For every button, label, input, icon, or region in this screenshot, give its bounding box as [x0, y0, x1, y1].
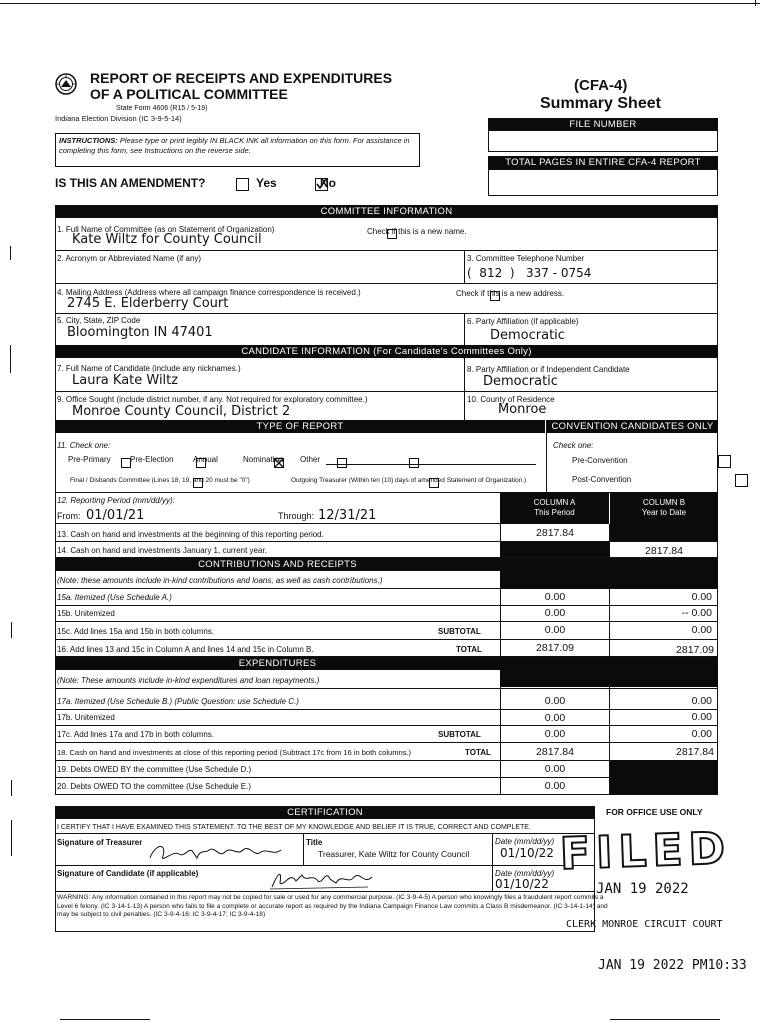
candidate-section-header: CANDIDATE INFORMATION (For Candidate's Committees Only) [55, 345, 718, 358]
scan-mark [11, 820, 12, 856]
scan-edge-line [60, 1019, 150, 1020]
phone-value[interactable]: ( 812 ) 337 - 0754 [467, 266, 592, 280]
date-label-1: Date (mm/dd/yy) [495, 837, 555, 846]
pre-primary-label: Pre-Primary [68, 455, 111, 464]
divider [492, 833, 493, 891]
divider [55, 639, 718, 640]
receipts-section-header: CONTRIBUTIONS AND RECEIPTS [55, 558, 500, 571]
line-14-label: 14. Cash on hand and investments January 1, current year. [57, 546, 267, 555]
line-15b-label: 15b. Unitemized [57, 609, 115, 618]
county-label: 10. County of Residence [467, 395, 555, 404]
file-number-label: FILE NUMBER [488, 118, 718, 131]
certification-header: CERTIFICATION [55, 806, 595, 819]
phone-label: 3. Committee Telephone Number [467, 254, 585, 263]
line-15a-col-b[interactable]: 0.00 [691, 591, 712, 603]
form-code: (CFA-4) [574, 77, 628, 94]
new-address-label: Check if this is a new address. [456, 289, 565, 298]
treasurer-signature-label: Signature of Treasurer [57, 838, 143, 847]
receipts-note: (Note: these amounts include in-kind contributions and loans, as well as cash contributions.) [57, 576, 383, 585]
amendment-no-label: No [320, 176, 336, 190]
line-15a-col-a[interactable]: 0.00 [544, 591, 566, 603]
line-15b-col-a[interactable]: 0.00 [544, 607, 566, 619]
instructions-box [55, 133, 420, 167]
office-use-label: FOR OFFICE USE ONLY [606, 808, 703, 817]
annual-label: Annual [193, 455, 218, 464]
line-17c-col-b[interactable]: 0.00 [691, 728, 712, 740]
divider [55, 605, 718, 606]
candidate-party-label: 8. Party Affiliation or if Independent Candidate [467, 365, 630, 374]
received-timestamp: JAN 19 2022 PM10:33 [598, 958, 747, 973]
expenditures-header-blackout [500, 657, 718, 687]
office-value[interactable]: Monroe County Council, District 2 [72, 404, 291, 419]
divider [55, 742, 718, 743]
line-18-col-a[interactable]: 2817.84 [536, 746, 574, 758]
divider [303, 833, 304, 865]
pre-election-label: Pre-Election [130, 455, 174, 464]
committee-name-value[interactable]: Kate Wiltz for County Council [72, 232, 262, 247]
amendment-yes-checkbox[interactable] [236, 178, 249, 191]
committee-section-header: COMMITTEE INFORMATION [55, 205, 718, 218]
line-16-total: TOTAL [456, 645, 482, 654]
divider [55, 541, 718, 542]
from-label: From: [57, 512, 81, 521]
scan-mark [10, 246, 11, 260]
pre-convention-checkbox[interactable] [718, 455, 731, 468]
column-a-header [500, 492, 609, 524]
divider [55, 688, 718, 689]
from-value[interactable]: 01/01/21 [86, 508, 145, 523]
date-value-2[interactable]: 01/10/22 [495, 877, 549, 891]
line-18-total: TOTAL [465, 748, 491, 757]
line-15c-col-a[interactable]: 0.00 [544, 624, 566, 636]
date-label-2: Date (mm/dd/yy) [495, 869, 555, 878]
title-label: Title [306, 838, 323, 847]
post-convention-label: Post-Convention [572, 475, 632, 484]
other-label: Other [300, 455, 321, 464]
expenditures-section-header: EXPENDITURES [55, 657, 500, 670]
scan-edge-mark [755, 0, 756, 6]
check-one-label: 11. Check one: [57, 441, 111, 450]
post-convention-checkbox[interactable] [735, 474, 748, 487]
indiana-seal-icon [55, 73, 77, 95]
instructions-label: INSTRUCTIONS: [59, 136, 118, 145]
candidate-signature[interactable] [268, 863, 378, 891]
divider [55, 588, 718, 589]
divider [464, 250, 465, 283]
reporting-period-label: 12. Reporting Period (mm/dd/yy): [57, 496, 175, 505]
scan-edge-line [610, 1019, 720, 1020]
state-form-number: State Form 4606 (R15 / 5-19) [116, 105, 208, 112]
scan-mark [10, 345, 11, 373]
line-18-label: 18. Cash on hand and investments at close of this reporting period (Subtract 17c from 16 in both columns.) [57, 748, 411, 757]
candidate-name-label: 7. Full Name of Candidate (include any nicknames.) [57, 364, 241, 373]
line-16-label: 16. Add lines 13 and 15c in Column A and lines 14 and 15c in Column B. [57, 645, 314, 654]
expenditures-note: (Note: These amounts include in-kind expenditures and loan repayments.) [57, 676, 320, 685]
through-label: Through: [278, 512, 315, 521]
filed-stamp-text: FILED [559, 823, 732, 880]
line-17a-col-a[interactable]: 0.00 [544, 695, 566, 707]
column-a-title: COLUMN A [533, 498, 576, 507]
column-b-header [610, 492, 718, 524]
line-17a-label: 17a. Itemized (Use Schedule B.) (Public Question: use Schedule C.) [57, 697, 299, 706]
divider [55, 283, 718, 284]
line-13-col-a[interactable]: 2817.84 [536, 527, 574, 539]
nomination-label: Nomination [243, 455, 284, 464]
title-value[interactable]: Treasurer, Kate Wiltz for County Council [318, 850, 470, 859]
line-15c-col-b[interactable]: 0.00 [691, 624, 712, 636]
line-20-col-a[interactable]: 0.00 [544, 780, 566, 792]
line-17b-label: 17b. Unitemized [57, 713, 115, 722]
instructions-text: Please type or print legibly IN BLACK INK all information on this form. For assistance in completing this form, see Instructions on the reverse side. [59, 136, 410, 155]
clerk-label: CLERK MONROE CIRCUIT COURT [566, 919, 723, 930]
treasurer-signature[interactable] [145, 836, 295, 866]
divider [55, 391, 718, 392]
divider [55, 777, 610, 778]
city-label: 5. City, State, ZIP Code [57, 316, 141, 325]
divider [55, 313, 718, 314]
line-17b-col-b[interactable]: 0.00 [691, 711, 712, 723]
candidate-party-value[interactable]: Democratic [483, 374, 558, 389]
line-15c-label: 15c. Add lines 15a and 15b in both columns. [57, 627, 214, 636]
acronym-label: 2. Acronym or Abbreviated Name (if any) [57, 254, 202, 263]
divider [546, 420, 547, 492]
candidate-signature-label: Signature of Candidate (if applicable) [57, 869, 199, 878]
divider [55, 833, 595, 834]
amendment-yes-label: Yes [256, 176, 277, 190]
line-16-col-b[interactable]: 2817.09 [676, 644, 714, 656]
line-15a-label: 15a. Itemized (Use Schedule A.) [57, 593, 172, 602]
line-19-col-a[interactable]: 0.00 [544, 763, 566, 775]
filed-date: JAN 19 2022 [596, 881, 689, 897]
line-18-col-b[interactable]: 2817.84 [676, 746, 714, 758]
division-label: Indiana Election Division (IC 3-9-5-14) [55, 114, 182, 123]
through-value[interactable]: 12/31/21 [318, 508, 377, 523]
scan-edge-line [0, 3, 760, 4]
line-17c-subtotal: SUBTOTAL [438, 730, 481, 739]
warning-text: WARNING: Any information contained in this report may not be copied for sale or used for any commercial purpose. (IC 3-9-4-5) A person who knowingly files a fraudulent report commits a Level 6 felony. (IC 3-14-1-13) A person who fails to file a complete or accurate report as required by the Indiana Campaign Finance Law commits a Class B misdemeanor. (IC 3-14-1-14) and may be subject to civil penalties. (IC 3-9-4-16; IC 3-9-4-17; IC 3-9-4-18) [57, 894, 608, 918]
divider [55, 621, 718, 622]
other-blank-line [326, 464, 536, 465]
committee-party-value[interactable]: Democratic [490, 328, 565, 343]
line-13-col-b-blackout [610, 524, 718, 541]
conv-check-one-label: Check one: [553, 441, 594, 450]
line-14-col-a-blackout [500, 541, 610, 558]
city-value[interactable]: Bloomington IN 47401 [67, 325, 213, 340]
candidate-name-value[interactable]: Laura Kate Wiltz [72, 373, 179, 388]
receipts-header-blackout [500, 558, 718, 588]
divider [55, 891, 595, 892]
total-pages-label: TOTAL PAGES IN ENTIRE CFA-4 REPORT [488, 156, 718, 170]
date-value-1[interactable]: 01/10/22 [500, 846, 554, 860]
column-b-title: COLUMN B [642, 498, 686, 507]
committee-name-label: 1. Full Name of Committee (as on Statement of Organization) [57, 225, 275, 234]
other-checkbox[interactable] [409, 458, 419, 468]
line-14-col-b[interactable]: 2817.84 [645, 545, 683, 557]
divider [55, 523, 500, 524]
pre-convention-label: Pre-Convention [572, 456, 628, 465]
line-19-label: 19. Debts OWED BY the committee (Use Schedule D.) [57, 765, 252, 774]
committee-party-label: 6. Party Affiliation (if applicable) [467, 317, 579, 326]
line-20-label: 20. Debts OWED TO the committee (Use Schedule E.) [57, 782, 251, 791]
line-17a-col-b[interactable]: 0.00 [691, 695, 712, 707]
line-17b-col-a[interactable]: 0.00 [544, 712, 566, 724]
form-title-line1: REPORT OF RECEIPTS AND EXPENDITURES [90, 70, 393, 86]
line-16-col-a[interactable]: 2817.09 [536, 642, 574, 654]
divider [464, 358, 465, 420]
line-15c-subtotal: SUBTOTAL [438, 627, 481, 636]
report-type-header: TYPE OF REPORT [55, 420, 545, 433]
line-17c-label: 17c. Add lines 17a and 17b in both columns. [57, 730, 214, 739]
line-15b-col-b[interactable]: -- 0.00 [681, 607, 712, 619]
scan-mark [11, 622, 12, 638]
certification-statement: I CERTIFY THAT I HAVE EXAMINED THIS STATEMENT. TO THE BEST OF MY KNOWLEDGE AND BELIEF IT IS TRUE, CORRECT AND COMPLETE. [57, 824, 531, 831]
line-13-label: 13. Cash on hand and investments at the beginning of this reporting period. [57, 530, 324, 539]
county-value[interactable]: Monroe [498, 402, 547, 417]
convention-header: CONVENTION CANDIDATES ONLY [547, 420, 718, 433]
outgoing-treasurer-label: Outgoing Treasurer (Within ten (10) days of amended Statement of Organization.) [291, 477, 527, 484]
amendment-question: IS THIS AN AMENDMENT? [55, 176, 206, 190]
scan-mark [11, 780, 12, 796]
line-17c-col-a[interactable]: 0.00 [544, 728, 566, 740]
form-title-line2: OF A POLITICAL COMMITTEE [90, 86, 288, 102]
divider [55, 709, 718, 710]
office-label: 9. Office Sought (include district number, if any. Not required for exploratory committee.) [57, 395, 368, 404]
divider [55, 725, 718, 726]
new-name-label: Check if this is a new name. [367, 227, 467, 236]
column-b-subtitle: Year to Date [641, 508, 687, 517]
summary-sheet-title: Summary Sheet [540, 95, 661, 112]
line-19-col-b-blackout [610, 760, 718, 795]
divider [464, 313, 465, 345]
final-disbands-label: Final / Disbands Committee (Lines 18, 19, and 20 must be "0") [70, 477, 250, 484]
nomination-checkbox[interactable] [337, 458, 347, 468]
divider [55, 250, 718, 251]
address-label: 4. Mailing Address (Address where all campaign finance correspondence is received.) [57, 288, 361, 297]
address-value[interactable]: 2745 E. Elderberry Court [67, 296, 229, 311]
column-a-subtitle: This Period [534, 508, 575, 517]
